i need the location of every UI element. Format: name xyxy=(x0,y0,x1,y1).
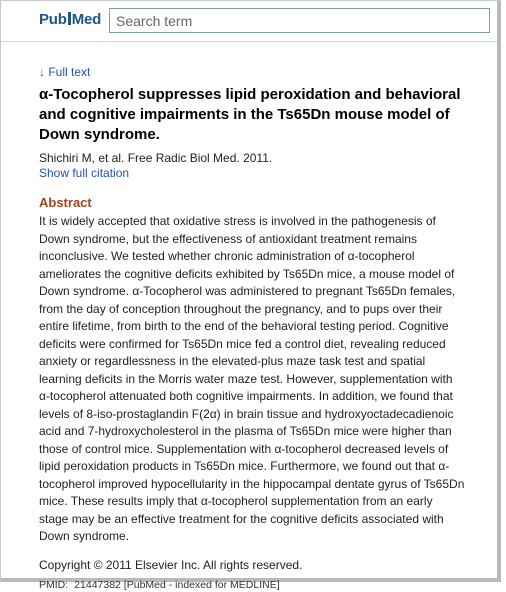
abstract-text: It is widely accepted that oxidative stress is involved in the pathogenesis of Down syndrome, but the effectiveness of antioxidant treatment remains inconclusive. We tested whether chronic administration of α-tocopherol ameliorates the cognitive deficits exhibited by Ts65Dn mice, a mouse model of Down syndrome. α-Tocopherol was administered to pregnant Ts65Dn females, from the day of conception throughout the pregnancy, and to pups over their entire lifetime, from birth to the end of the behavioral testing period. Cognitive deficits were confirmed for Ts65Dn mice fed a control diet, revealing reduced anxiety or regardlessness in the elevated-plus maze task test and spatial learning deficits in the Morris water maze test. However, supplementation with α-tocopherol attenuated both cognitive impairments. In addition, we found that levels of 8-iso-prostaglandin F(2α) in brain tissue and hydroxyoctadecadienoic acid and 7-hydroxycholesterol in the plasma of Ts65Dn mice were higher than those of control mice. Supplementation with α-tocopherol decreased levels of lipid peroxidation products in Ts65Dn mice. Furthermore, we found out that α-tocopherol improved hypocellularity in the hippocampal dentate gyrus of Ts65Dn mice. These results imply that α-tocopherol supplementation from an early stage may be an effective treatment for the cognitive deficits associated with Down syndrome. xyxy=(39,214,465,543)
abstract-heading: Abstract xyxy=(39,195,92,210)
article-title: α-Tocopherol suppresses lipid peroxidation and behavioral and cognitive impairments in the Ts65Dn mouse model of Down syndrome. xyxy=(39,86,461,143)
full-text-link[interactable]: ↓ Full text xyxy=(39,65,91,79)
pmid-line xyxy=(39,578,465,592)
header-bar xyxy=(1,1,497,42)
pmid-label: PMID: xyxy=(39,578,69,591)
logo-med-text: Med xyxy=(71,11,102,28)
pmid-value: 21447382 [PubMed - indexed for MEDLINE] xyxy=(74,578,280,591)
article-citation: Shichiri M, et al. Free Radic Biol Med. 2011. xyxy=(39,151,273,165)
show-full-citation-link[interactable]: Show full citation xyxy=(39,166,130,180)
search-input[interactable] xyxy=(109,8,490,33)
article-content xyxy=(39,63,465,592)
logo-pub-text: Pub xyxy=(39,11,67,28)
logo-bar-icon xyxy=(68,12,71,25)
copyright-notice: Copyright © 2011 Elsevier Inc. All rights reserved. xyxy=(39,557,303,572)
pubmed-logo[interactable] xyxy=(39,11,101,28)
